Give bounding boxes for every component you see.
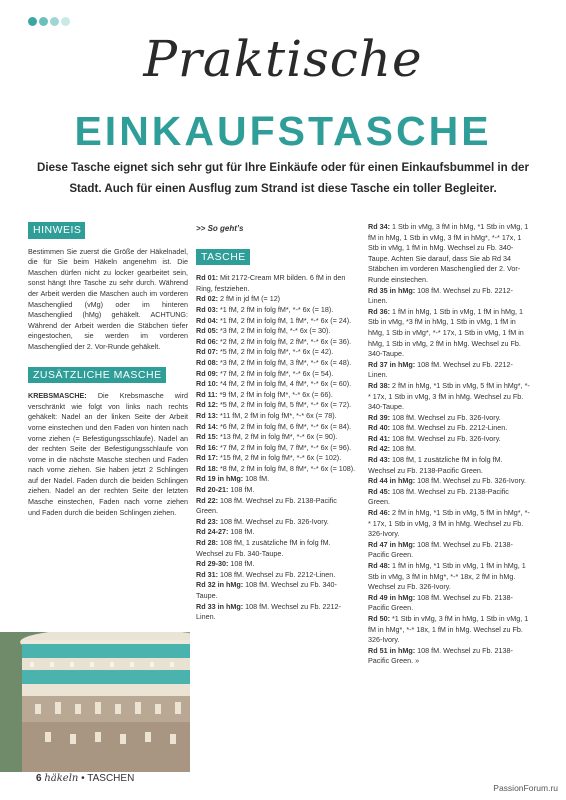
hinweis-heading: HINWEIS	[28, 222, 85, 239]
instruction-row	[368, 614, 530, 646]
row-text: *3 fM, 2 fM in folg fM, 3 fM*, *-* 6x (= 48).	[217, 357, 352, 367]
row-label: Rd 11:	[196, 389, 218, 399]
row-label: Rd 19 in hMg:	[196, 474, 244, 484]
row-label: Rd 29-30:	[196, 559, 229, 569]
row-text: *9 fM, 2 fM in folg fM*, *-* 6x (= 66).	[217, 389, 333, 399]
row-text: *11 fM, 2 fM in folg fM*, *-* 6x (= 78).	[217, 410, 337, 420]
instruction-row	[196, 358, 358, 369]
row-label: Rd 10:	[196, 379, 218, 389]
instruction-row	[196, 559, 358, 570]
row-label: Rd 01:	[196, 273, 218, 283]
row-label: Rd 49 in hMg:	[368, 592, 416, 602]
instruction-row	[368, 540, 530, 561]
row-text: 108 fM. Wechsel zu Fb. 2212-Linen.	[217, 569, 336, 579]
bag-image	[0, 632, 190, 772]
row-text: *15 fM, 2 fM in folg fM*, *-* 6x (= 102).	[217, 453, 342, 463]
instruction-row	[196, 432, 358, 443]
row-text: 2 fM in hMg, *1 Stb in vMg, 5 fM in hMg*, *-* 17x, 1 Stb in vMg, 3 fM in hMg. Wechsel zu Fb. 340-Taupe.	[368, 380, 530, 412]
instruction-row	[196, 369, 358, 380]
instruction-row	[196, 485, 358, 496]
row-label: Rd 48:	[368, 561, 390, 570]
instruction-row	[196, 474, 358, 485]
row-label: Rd 14:	[196, 421, 218, 431]
instruction-row	[368, 222, 530, 286]
row-label: Rd 46:	[368, 508, 390, 518]
zusatz-label: KREBSMASCHE:	[28, 391, 87, 401]
row-label: Rd 32 in hMg:	[196, 580, 244, 590]
row-label: Rd 17:	[196, 453, 218, 463]
instruction-row	[196, 400, 358, 411]
title-script: Praktische	[143, 30, 423, 88]
dot	[61, 17, 70, 26]
instruction-row	[368, 455, 530, 476]
instruction-row	[368, 508, 530, 540]
row-text: *1 fM, 2 fM in folg fM*, *-* 6x (= 18).	[217, 304, 334, 314]
row-label: Rd 37 in hMg:	[368, 359, 416, 369]
row-label: Rd 24-27:	[196, 527, 229, 537]
row-label: Rd 15:	[196, 432, 218, 442]
instruction-row	[196, 422, 358, 433]
instruction-row	[368, 286, 530, 307]
row-text: 1 fM in hMg, 1 Stb in vMg, 1 fM in hMg, 1 Stb in vMg, *3 fM in hMg, 1 Stb in vMg, 1 fM in hMg, 1 Stb in vMg*, *-* 17x, 1 Stb in vMg, 1 fM in hMg, 1 Stb in vMg, 2 fM in hMg. Wechsel zu Fb. 340-Taupe.	[368, 306, 524, 359]
row-text: *1 fM, 2 fM in folg fM, 1 fM*, *-* 6x (= 24).	[217, 315, 352, 325]
row-label: Rd 02:	[196, 294, 218, 304]
rows-list	[368, 222, 530, 667]
zusatz-paragraph	[28, 391, 188, 518]
row-text: 108 fM. Wechsel zu Fb. 326-Ivory.	[217, 516, 329, 526]
instruction-row	[196, 602, 358, 623]
row-text: 108 fM. Wechsel zu Fb. 2212-Linen.	[196, 601, 341, 622]
instruction-row	[368, 360, 530, 381]
row-label: Rd 16:	[196, 442, 218, 452]
instruction-row	[196, 496, 358, 517]
row-text: Mit 2172-Cream MR bilden. 6 fM in den Ring, festziehen.	[196, 273, 346, 293]
instruction-row	[196, 453, 358, 464]
column-middle	[196, 222, 358, 623]
instruction-row	[196, 273, 358, 294]
instruction-row	[368, 444, 530, 455]
bag-photo	[0, 632, 190, 772]
row-label: Rd 50:	[368, 613, 390, 623]
row-text: *6 fM, 2 fM in folg fM, 6 fM*, *-* 6x (= 84).	[217, 421, 352, 431]
row-label: Rd 36:	[368, 306, 390, 316]
row-label: Rd 44 in hMg:	[368, 476, 416, 486]
instruction-row	[196, 390, 358, 401]
watermark: PassionForum.ru	[493, 783, 558, 793]
row-text: *5 fM, 2 fM in folg fM*, *-* 6x (= 42).	[217, 347, 334, 357]
instruction-row	[196, 337, 358, 348]
row-label: Rd 35 in hMg:	[368, 285, 416, 295]
instruction-row	[368, 307, 530, 360]
row-label: Rd 22:	[196, 495, 218, 505]
row-text: 108 fM, 1 zusätzliche fM in folg fM. Wechsel zu Fb. 2138-Pacific Green.	[368, 455, 503, 475]
row-label: Rd 47 in hMg:	[368, 539, 416, 549]
row-label: Rd 39:	[368, 412, 390, 422]
row-label: Rd 23:	[196, 516, 218, 526]
row-label: Rd 34:	[368, 222, 390, 231]
row-text: *7 fM, 2 fM in folg fM, 7 fM*, *-* 6x (= 96).	[217, 442, 352, 452]
row-text: 108 fM. Wechsel zu Fb. 326-Ivory.	[389, 433, 501, 443]
column-left	[28, 222, 188, 518]
row-label: Rd 08:	[196, 357, 218, 367]
instruction-row	[368, 413, 530, 424]
row-label: Rd 20-21:	[196, 485, 229, 495]
dot	[50, 17, 59, 26]
instruction-row	[196, 570, 358, 581]
instruction-row	[196, 411, 358, 422]
so-gehts: >> So geht’s	[196, 224, 244, 233]
row-text: 108 fM.	[228, 527, 255, 537]
row-text: 108 fM.	[389, 444, 416, 454]
row-label: Rd 38:	[368, 380, 390, 390]
row-label: Rd 43:	[368, 455, 390, 465]
instruction-row	[368, 381, 530, 413]
row-text: *8 fM, 2 fM in folg fM, 8 fM*, *-* 6x (= 108).	[217, 463, 356, 473]
instruction-row	[196, 580, 358, 601]
row-label: Rd 28:	[196, 538, 218, 548]
row-text: *13 fM, 2 fM in folg fM*, *-* 6x (= 90).	[217, 432, 338, 442]
row-label: Rd 09:	[196, 368, 218, 378]
row-text: 108 fM. Wechsel zu Fb. 2138-Pacific Green.	[368, 592, 513, 613]
row-label: Rd 13:	[196, 410, 218, 420]
column-right	[368, 222, 530, 667]
zusatz-text: Die Krebsmasche wird verschränkt wie folgt von links nach rechts gehäkelt: Nadel an der linken Seite der Arbeit vorne einstechen und den Faden von hinten nach vorne ziehen (= Befestigungsschlaufe). Nadel an der rechten Seite der Befestigungsschlaufe von vorne in die nächste Masche stechen und Faden nach vorne ziehen. Sie haben jetzt 2 Schlingen auf der Nadel. Faden durch die beiden Schlingen ziehen. Nadel an der rechten Seite der letzten Masche einstechen, Faden nach vorne ziehen und Faden durch die beiden Schlingen ziehen.	[28, 391, 188, 517]
intro-text: Diese Tasche eignet sich sehr gut für Ihre Einkäufe oder für einen Einkaufsbummel in der Stadt. Auch für einen Ausflug zum Strand ist diese Tasche ein toller Begleiter.	[37, 161, 529, 195]
row-text: *2 fM, 2 fM in folg fM, 2 fM*, *-* 6x (= 36).	[217, 336, 352, 346]
row-text: 108 fM. Wechsel zu Fb. 2212-Linen.	[368, 359, 513, 380]
instruction-row	[368, 476, 530, 487]
row-text: 108 fM. Wechsel zu Fb. 2212-Linen.	[368, 285, 513, 306]
row-label: Rd 03:	[196, 304, 218, 314]
row-text: 108 fM. Wechsel zu Fb. 2212-Linen.	[389, 423, 508, 433]
rows-list	[196, 273, 358, 623]
instruction-row	[196, 326, 358, 337]
page-number: 6	[36, 773, 42, 784]
instruction-row	[368, 561, 530, 593]
instruction-row	[368, 593, 530, 614]
row-label: Rd 45:	[368, 486, 390, 496]
row-label: Rd 41:	[368, 433, 390, 443]
row-label: Rd 18:	[196, 463, 218, 473]
row-text: 108 fM.	[228, 485, 255, 495]
instruction-row	[196, 517, 358, 528]
row-label: Rd 42:	[368, 444, 390, 454]
page-title: EINKAUFSTASCHE	[74, 108, 492, 154]
row-text: 108 fM, 1 zusätzliche fM in folg fM. Wechsel zu Fb. 340-Taupe.	[196, 538, 331, 558]
instruction-row	[368, 487, 530, 508]
color-dots	[28, 17, 70, 26]
row-label: Rd 33 in hMg:	[196, 601, 244, 611]
instruction-row	[196, 379, 358, 390]
row-text: 108 fM. Wechsel zu Fb. 326-Ivory.	[415, 476, 526, 486]
row-text: 108 fM.	[243, 474, 270, 484]
row-label: Rd 07:	[196, 347, 218, 357]
row-label: Rd 31:	[196, 569, 218, 579]
instruction-row	[196, 464, 358, 475]
row-text: 108 fM. Wechsel zu Fb. 340-Taupe.	[196, 580, 337, 600]
row-text: 108 fM. Wechsel zu Fb. 2138-Pacific Green. »	[368, 645, 513, 666]
row-text: 1 fM in hMg, *1 Stb in vMg, 1 fM in hMg, 1 Stb in vMg, 3 fM in hMg*, *-* 18x, 2 fM in hMg. Wechsel zu Fb. 326-Ivory.	[368, 561, 526, 592]
row-text: *1 Stb in vMg, 3 fM in hMg, 1 Stb in vMg, 1 fM in hMg*, *-* 18x, 1 fM in hMg. Wechsel zu Fb. 326-Ivory.	[368, 613, 529, 645]
row-label: Rd 04:	[196, 315, 218, 325]
instruction-row	[368, 423, 530, 434]
zusatz-heading: ZUSÄTZLICHE MASCHE	[28, 367, 166, 384]
row-text: 2 fM in hMg, *1 Stb in vMg, 5 fM in hMg*, *-* 17x, 1 Stb in vMg, 3 fM in hMg. Wechsel zu Fb. 326-Ivory.	[368, 508, 530, 539]
row-text: 108 fM. Wechsel zu Fb. 2138-Pacific Green.	[196, 495, 337, 516]
row-text: 2 fM in jd fM (= 12)	[217, 294, 281, 304]
instruction-row	[196, 538, 358, 559]
dot	[39, 17, 48, 26]
row-label: Rd 05:	[196, 326, 218, 336]
row-text: 108 fM. Wechsel zu Fb. 326-Ivory.	[389, 412, 501, 422]
instruction-row	[196, 305, 358, 316]
row-text: 108 fM. Wechsel zu Fb. 2138-Pacific Green.	[368, 486, 509, 507]
instruction-row	[368, 434, 530, 445]
instruction-row	[196, 316, 358, 327]
row-label: Rd 06:	[196, 336, 218, 346]
footer	[36, 773, 134, 784]
dot	[28, 17, 37, 26]
tasche-heading: TASCHE	[196, 249, 250, 266]
row-text: 108 fM.	[228, 559, 255, 569]
instruction-row	[368, 646, 530, 667]
brand-name: häkeln	[44, 773, 79, 784]
row-label: Rd 40:	[368, 423, 390, 433]
instruction-row	[196, 527, 358, 538]
row-text: *7 fM, 2 fM in folg fM*, *-* 6x (= 54).	[217, 368, 334, 378]
row-text: 1 Stb in vMg, 3 fM in hMg, *1 Stb in vMg, 1 fM in hMg, 1 Stb in vMg, 3 fM in hMg*, *-* 17x, 1 Stb in vMg, 1 fM in hMg. Wechsel zu Fb. 340-Taupe. Achten Sie darauf, dass Sie ab Rd 34 Stäbchen im vorderen Maschenglied der 2. Vor-Runde einstechen.	[368, 222, 529, 284]
instruction-row	[196, 443, 358, 454]
hinweis-text: Bestimmen Sie zuerst die Größe der Häkelnadel, die für Sie beim Häkeln angenehm ist. Die Maschen dürfen nicht zu locker gearbeitet sein, sonst hängt Ihre Tasche zu sehr durch. Während der Arbeit werden die Maschen auch im vorderen Maschenglied (vMg) oder im hinteren Maschenglied (hMg) gehäkelt. ACHTUNG: Während der Arbeit werden die Stäbchen tiefer eingestochen, sie werden im vorderen Maschenglied der 2. Vor-Runde gehäkelt.	[28, 246, 188, 351]
row-text: *3 fM, 2 fM in folg fM, *-* 6x (= 30).	[217, 326, 331, 336]
row-label: Rd 12:	[196, 400, 218, 410]
section-name: • TASCHEN	[81, 773, 135, 784]
row-text: *4 fM, 2 fM in folg fM, 4 fM*, *-* 6x (= 60).	[217, 379, 352, 389]
instruction-row	[196, 294, 358, 305]
row-text: *5 fM, 2 fM in folg fM, 5 fM*, *-* 6x (= 72).	[217, 400, 352, 410]
instruction-row	[196, 347, 358, 358]
row-text: 108 fM. Wechsel zu Fb. 2138-Pacific Green.	[368, 539, 513, 560]
row-label: Rd 51 in hMg:	[368, 645, 416, 655]
